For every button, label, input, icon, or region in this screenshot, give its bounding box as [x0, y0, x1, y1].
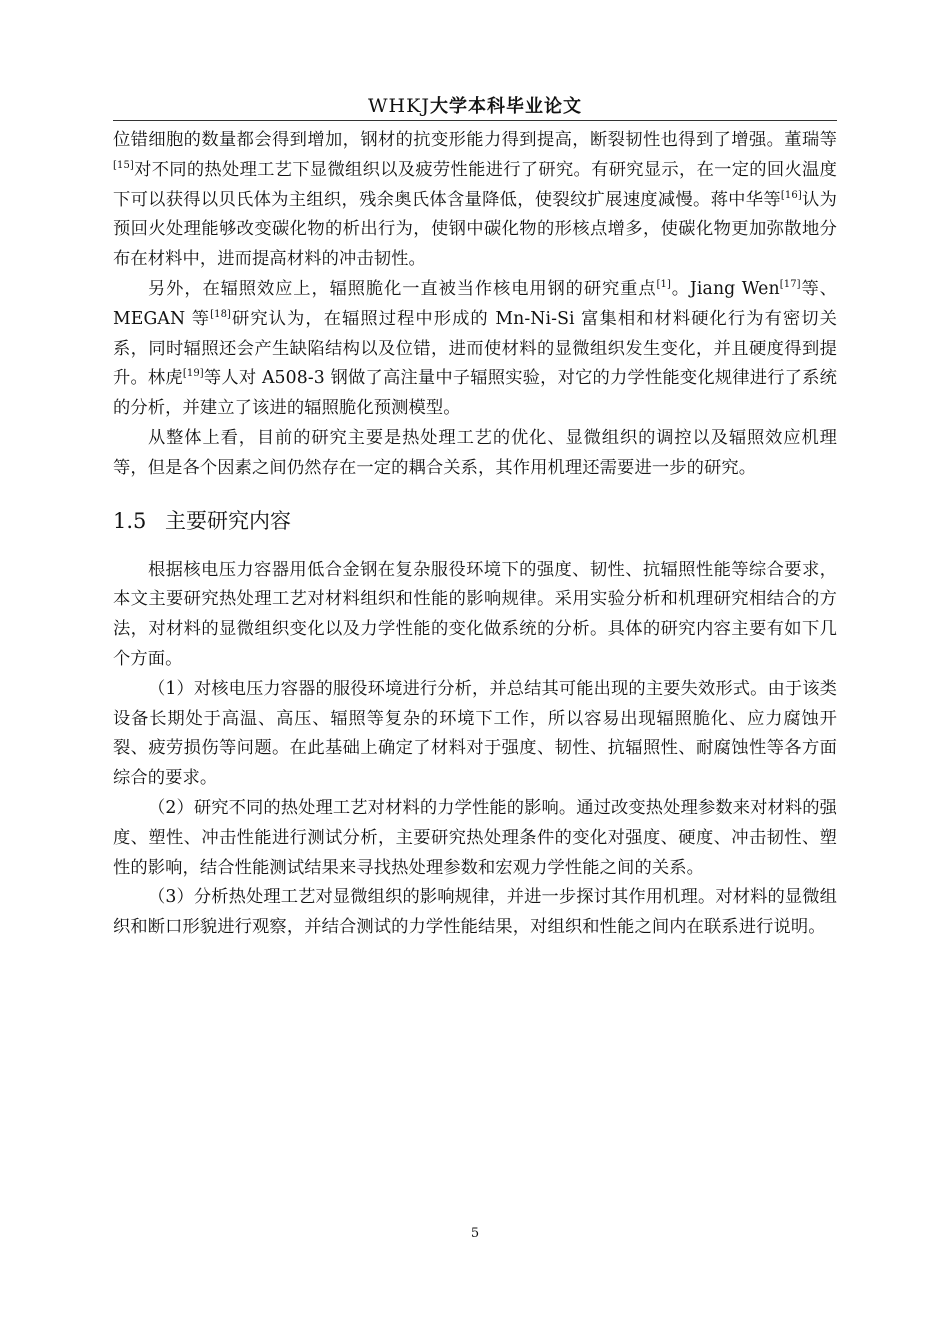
body-paragraph [113, 424, 837, 484]
body-paragraph [113, 556, 837, 675]
paragraph-text: 认为预回火处理能够改变碳化物的析出行为，使钢中碳化物的形核点增多，使碳化物更加弥散地分布在材料中，进而提高材料的冲击韧性。 [113, 189, 837, 270]
paragraph-text: 等人对 A508-3 钢做了高注量中子辐照实验，对它的力学性能变化规律进行了系统的分析，并建立了该进的辐照脆化预测模型。 [113, 368, 837, 419]
citation-ref: [18] [210, 309, 232, 321]
paragraph-text: 。Jiang Wen [670, 278, 780, 299]
body-paragraph [113, 275, 837, 424]
citation-ref: [16] [780, 189, 802, 201]
page-header [0, 92, 950, 118]
header-prefix: WHKJ [368, 95, 430, 117]
citation-ref: [1] [656, 279, 671, 291]
paragraph-text: 根据核电压力容器用低合金钢在复杂服役环境下的强度、韧性、抗辐照性能等综合要求，本文主要研究热处理工艺对材料组织和性能的影响规律。采用实验分析和机理研究相结合的方法，对材料的显微组织变化以及力学性能的变化做系统的分析。具体的研究内容主要有如下几个方面。 [113, 559, 837, 669]
paragraph-text: （2）研究不同的热处理工艺对材料的力学性能的影响。通过改变热处理参数来对材料的强度、塑性、冲击性能进行测试分析，主要研究热处理条件的变化对强度、硬度、冲击韧性、塑性的影响，结合性能测试结果来寻找热处理参数和宏观力学性能之间的关系。 [113, 797, 837, 878]
paragraph-text: 等、MEGAN 等 [113, 278, 837, 329]
section-heading [113, 506, 837, 536]
citation-ref: [15] [113, 160, 134, 172]
body-paragraph [113, 675, 837, 794]
paragraph-text: 对不同的热处理工艺下显微组织以及疲劳性能进行了研究。有研究显示，在一定的回火温度下可以获得以贝氏体为主组织，残余奥氏体含量降低，使裂纹扩展速度减慢。蒋中华等 [113, 159, 837, 210]
paragraphs-before-section [113, 126, 837, 484]
body-paragraph [113, 883, 837, 943]
paragraph-text: 从整体上看，目前的研究主要是热处理工艺的优化、显微组织的调控以及辐照效应机理等，但是各个因素之间仍然存在一定的耦合关系，其作用机理还需要进一步的研究。 [113, 427, 837, 478]
paragraph-text: （1）对核电压力容器的服役环境进行分析，并总结其可能出现的主要失效形式。由于该类设备长期处于高温、高压、辐照等复杂的环境下工作，所以容易出现辐照脆化、应力腐蚀开裂、疲劳损伤等问题。在此基础上确定了材料对于强度、韧性、抗辐照性、耐腐蚀性等各方面综合的要求。 [113, 678, 837, 789]
paragraph-text: 研究认为，在辐照过程中形成的 Mn-Ni-Si 富集相和材料硬化行为有密切关系，同时辐照还会产生缺陷结构以及位错，进而使材料的显微组织发生变化，并且硬度得到提升。林虎 [113, 308, 837, 389]
section-number: 1.5 [113, 508, 147, 533]
citation-ref: [17] [779, 279, 801, 291]
header-title: 大学本科毕业论文 [429, 96, 582, 117]
page-number: 5 [470, 1226, 480, 1241]
page-body [113, 126, 837, 943]
body-paragraph [113, 126, 837, 275]
paragraph-text: （3）分析热处理工艺对显微组织的影响规律，并进一步探讨其作用机理。对材料的显微组织和断口形貌进行观察，并结合测试的力学性能结果，对组织和性能之间内在联系进行说明。 [113, 887, 837, 938]
section-title: 主要研究内容 [165, 508, 291, 533]
body-paragraph [113, 794, 837, 883]
header-rule [113, 120, 837, 121]
citation-ref: [19] [182, 368, 204, 380]
paragraph-text: 另外，在辐照效应上，辐照脆化一直被当作核电用钢的研究重点 [148, 278, 657, 299]
paragraphs-after-section [113, 556, 837, 943]
paragraph-text: 位错细胞的数量都会得到增加，钢材的抗变形能力得到提高，断裂韧性也得到了增强。董瑞等 [113, 130, 837, 150]
